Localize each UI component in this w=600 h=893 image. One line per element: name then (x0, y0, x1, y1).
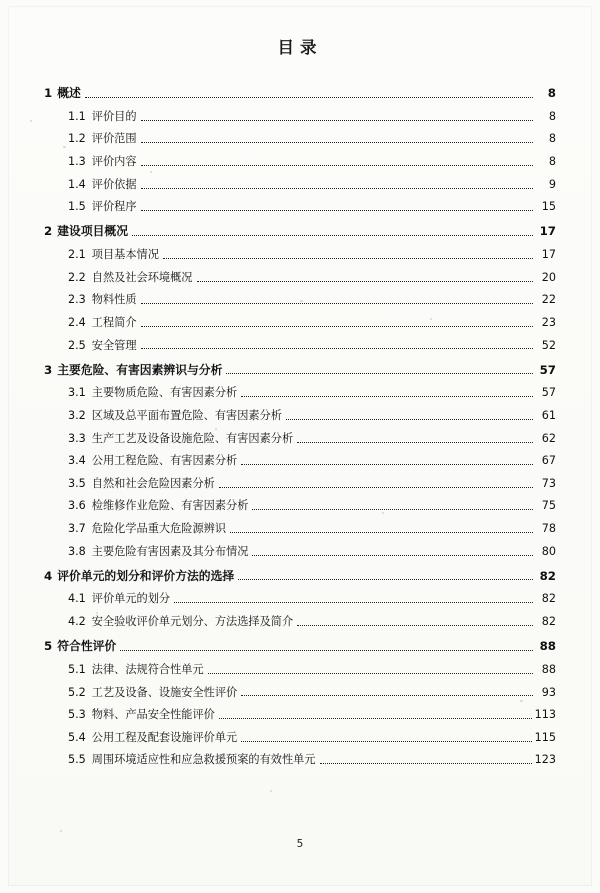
toc-entry[interactable] (44, 611, 556, 634)
toc-entry-label: 工程简介 (91, 315, 137, 329)
toc-entry-number: 3.5 (68, 476, 86, 490)
toc-entry-page-number: 23 (541, 315, 556, 329)
toc-entry-number: 3.4 (68, 454, 86, 468)
toc-entry-number: 1.5 (68, 200, 86, 214)
page-content (44, 34, 556, 771)
toc-entry[interactable] (44, 357, 556, 382)
toc-entry-number: 1.2 (68, 132, 86, 146)
toc-entry-label: 评价依据 (91, 177, 137, 191)
toc-entry-page-number: 67 (541, 454, 556, 468)
toc-entry-label: 评价内容 (91, 155, 137, 168)
toc-entry[interactable] (44, 105, 556, 128)
toc-entry-page-number: 82 (541, 615, 556, 629)
toc-entry[interactable] (44, 404, 556, 427)
toc-entry-page-number: 115 (534, 730, 556, 744)
toc-entry-label: 公用工程危险、有害因素分析 (91, 454, 238, 468)
toc-entry-page-number: 123 (534, 753, 556, 767)
toc-entry-page-number: 8 (548, 132, 556, 146)
scan-speckle (270, 790, 272, 792)
page-title: 目录 (277, 38, 323, 57)
toc-entry[interactable] (44, 588, 556, 611)
toc-entry[interactable] (44, 218, 556, 243)
toc-leader-dots (297, 624, 533, 626)
toc-entry-number: 1.1 (68, 109, 86, 123)
toc-entry-number: 2 (44, 224, 53, 239)
toc-leader-dots (163, 257, 533, 259)
toc-leader-dots (85, 96, 533, 98)
toc-entry-label: 符合性评价 (57, 639, 117, 654)
toc-entry-number: 1 (44, 86, 53, 100)
toc-entry-page-number: 75 (541, 499, 556, 513)
toc-leader-dots (238, 578, 533, 580)
toc-leader-dots (241, 740, 531, 742)
scan-speckle (30, 120, 32, 122)
toc-entry-page-number: 80 (541, 544, 556, 558)
toc-entry-label: 法律、法规符合性单元 (91, 662, 204, 676)
toc-leader-dots (226, 372, 533, 374)
toc-entry[interactable] (44, 681, 556, 704)
toc-entry-label: 检维修作业危险、有害因素分析 (91, 499, 249, 513)
toc-leader-dots (219, 486, 533, 488)
toc-leader-dots (320, 762, 532, 764)
toc-entry-page-number: 73 (541, 476, 556, 490)
toc-leader-dots (120, 649, 533, 651)
toc-leader-dots (141, 209, 533, 211)
toc-entry-label: 自然和社会危险因素分析 (91, 476, 215, 490)
toc-entry-number: 5 (44, 639, 53, 654)
toc-entry-page-number: 9 (548, 177, 556, 191)
toc-entry[interactable] (44, 495, 556, 518)
footer-page-number: 5 (296, 838, 304, 850)
toc-entry-number: 5.4 (68, 730, 86, 744)
toc-leader-dots (208, 672, 533, 674)
toc-entry-number: 3.3 (68, 431, 86, 445)
toc-entry-page-number: 61 (541, 408, 556, 422)
toc-entry-label: 评价程序 (91, 200, 137, 214)
toc-entry-label: 主要危险、有害因素辨识与分析 (57, 362, 223, 377)
toc-entry[interactable] (44, 517, 556, 540)
toc-entry-number: 1.4 (68, 177, 86, 191)
toc-entry-label: 评价目的 (91, 109, 137, 123)
toc-leader-dots (286, 418, 533, 420)
toc-entry-number: 4 (44, 568, 53, 583)
toc-entry-number: 2.1 (68, 248, 86, 262)
toc-entry-label: 项目基本情况 (91, 248, 159, 262)
toc-entry-page-number: 113 (534, 708, 556, 722)
toc-entry-label: 安全管理 (91, 338, 137, 352)
toc-leader-dots (219, 717, 532, 719)
toc-entry-label: 工艺及设备、设施安全性评价 (91, 685, 238, 699)
toc-entry-number: 5.2 (68, 685, 86, 699)
toc-entry-number: 3.2 (68, 408, 86, 422)
toc-entry-page-number: 8 (548, 109, 556, 123)
toc-leader-dots (174, 601, 533, 603)
toc-entry-page-number: 88 (541, 662, 556, 676)
toc-entry-number: 3.8 (68, 544, 86, 558)
toc-entry-label: 物料、产品安全性能评价 (91, 708, 215, 722)
toc-leader-dots (252, 508, 533, 510)
toc-entry-number: 3.1 (68, 386, 86, 400)
toc-entry-label: 安全验收评价单元划分、方法选择及简介 (91, 615, 294, 629)
toc-leader-dots (141, 164, 533, 166)
toc-entry-number: 2.2 (68, 270, 86, 284)
toc-entry-page-number: 78 (541, 522, 556, 536)
toc-entry[interactable] (44, 472, 556, 495)
toc-leader-dots (197, 280, 534, 282)
toc-leader-dots (141, 325, 533, 327)
toc-entry-page-number: 22 (541, 293, 556, 307)
toc-entry-label: 区域及总平面布置危险、有害因素分析 (91, 408, 282, 422)
toc-leader-dots (241, 395, 533, 397)
toc-entry[interactable] (44, 243, 556, 266)
toc-leader-dots (132, 234, 533, 236)
toc-entry-number: 3.7 (68, 522, 86, 536)
toc-entry[interactable] (44, 540, 556, 563)
toc-entry-number: 5.5 (68, 753, 86, 767)
toc-entry-label: 主要危险有害因素及其分布情况 (91, 544, 249, 558)
toc-entry[interactable] (44, 427, 556, 450)
toc-entry-page-number: 57 (539, 362, 556, 377)
toc-entry-label: 物料性质 (91, 293, 137, 307)
toc-leader-dots (141, 141, 533, 143)
toc-entry-page-number: 88 (539, 639, 556, 654)
toc-entry-number: 4.1 (68, 592, 86, 606)
toc-entry-page-number: 8 (548, 155, 556, 168)
toc-entry-label: 生产工艺及设备设施危险、有害因素分析 (91, 431, 294, 445)
toc-entry-page-number: 57 (541, 386, 556, 400)
toc-entry-page-number: 15 (541, 200, 556, 214)
toc-entry[interactable] (44, 150, 556, 173)
toc-entry-label: 评价单元的划分 (91, 592, 171, 606)
toc-leader-dots (241, 694, 533, 696)
toc-entry[interactable] (44, 289, 556, 312)
toc-entry-label: 公用工程及配套设施评价单元 (91, 730, 238, 744)
toc-entry[interactable] (44, 128, 556, 151)
toc-entry[interactable] (44, 704, 556, 727)
toc-entry-label: 周围环境适应性和应急救援预案的有效性单元 (91, 753, 316, 767)
toc-entry-number: 2.4 (68, 315, 86, 329)
toc-leader-dots (252, 554, 533, 556)
toc-entry-page-number: 82 (541, 592, 556, 606)
toc-entry-number: 2.5 (68, 338, 86, 352)
toc-entry[interactable] (44, 563, 556, 588)
toc-entry-page-number: 62 (541, 431, 556, 445)
toc-entry[interactable] (44, 382, 556, 405)
toc-leader-dots (230, 531, 533, 533)
toc-entry-page-number: 93 (541, 685, 556, 699)
toc-entry[interactable] (44, 173, 556, 196)
toc-entry[interactable] (44, 450, 556, 473)
toc-entry-label: 概述 (57, 86, 81, 100)
toc-entry-page-number: 52 (541, 338, 556, 352)
toc-leader-dots (297, 441, 533, 443)
toc-entry-label: 危险化学品重大危险源辨识 (91, 522, 227, 536)
toc-entry[interactable] (44, 658, 556, 681)
toc-entry-number: 3.6 (68, 499, 86, 513)
toc-entry[interactable] (44, 749, 556, 772)
toc-entry-label: 评价单元的划分和评价方法的选择 (57, 568, 235, 583)
toc-entry-number: 1.3 (68, 155, 86, 168)
toc-entry-label: 评价范围 (91, 132, 137, 146)
toc-entry[interactable] (44, 334, 556, 357)
toc-entry[interactable] (44, 311, 556, 334)
toc-entry-number: 2.3 (68, 293, 86, 307)
toc-leader-dots (141, 187, 533, 189)
toc-entry-page-number: 17 (539, 224, 556, 239)
scan-speckle (60, 830, 62, 832)
toc-entry-page-number: 8 (547, 86, 556, 100)
toc-entry[interactable] (44, 80, 556, 105)
toc-entry-number: 5.1 (68, 662, 86, 676)
toc-leader-dots (141, 302, 533, 304)
toc-leader-dots (141, 347, 533, 349)
toc-entry-number: 5.3 (68, 708, 86, 722)
toc-leader-dots (141, 119, 533, 121)
toc-entry-page-number: 20 (541, 270, 556, 284)
toc-entry[interactable] (44, 196, 556, 219)
toc-entry-page-number: 17 (541, 248, 556, 262)
toc-entry-number: 4.2 (68, 615, 86, 629)
toc-entry-page-number: 82 (539, 568, 556, 583)
toc-entry-label: 自然及社会环境概况 (91, 270, 193, 284)
toc-entry-label: 建设项目概况 (57, 224, 129, 239)
toc-entry-label: 主要物质危险、有害因素分析 (91, 386, 238, 400)
toc-entry[interactable] (44, 266, 556, 289)
toc-entry[interactable] (44, 633, 556, 658)
toc-entry[interactable] (44, 726, 556, 749)
table-of-contents (44, 80, 556, 771)
toc-entry-number: 3 (44, 362, 53, 377)
toc-leader-dots (241, 463, 533, 465)
